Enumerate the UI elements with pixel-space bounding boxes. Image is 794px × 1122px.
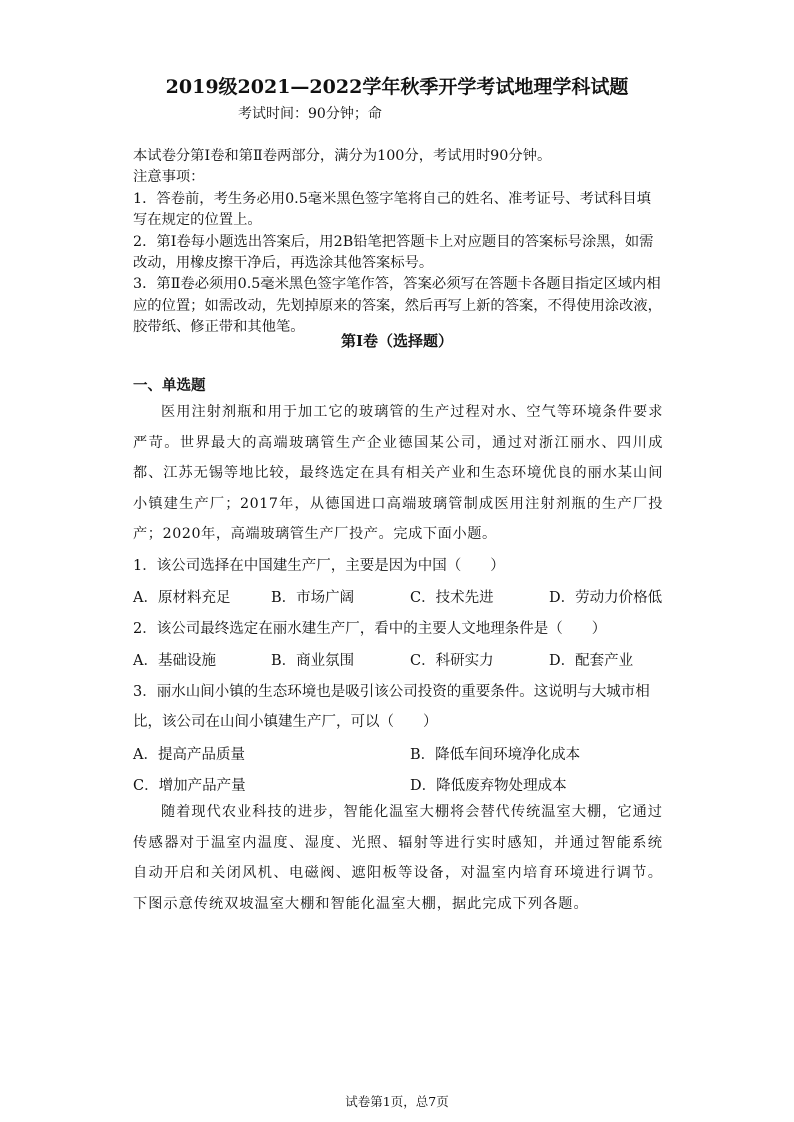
q3-option-a[interactable]: A．提高产品质量: [133, 747, 245, 763]
notice-label: 注意事项：: [133, 169, 205, 186]
section-title: 一、单选题: [133, 377, 206, 394]
part-title: 第Ⅰ卷（选择题）: [340, 332, 454, 350]
question-2-stem: 2．该公司最终选定在丽水建生产厂，看中的主要人文地理条件是（ ）: [133, 621, 607, 637]
q3-option-c[interactable]: C．增加产品产量: [133, 778, 246, 794]
question-1-options: [133, 586, 663, 610]
q1-option-a[interactable]: A．原材料充足: [133, 590, 231, 606]
q2-option-b[interactable]: B．商业氛围: [271, 653, 355, 669]
question-1-stem: 1．该公司选择在中国建生产厂，主要是因为中国（ ）: [133, 558, 505, 574]
question-3-options-row1: [133, 743, 663, 767]
q2-option-d[interactable]: D．配套产业: [549, 653, 634, 669]
exam-title: 2019级2021—2022学年秋季开学考试地理学科试题: [165, 76, 629, 98]
page-footer: 试卷第1页，总7页: [345, 1094, 449, 1109]
exam-meta: 考试时间：90分钟；命: [238, 106, 382, 122]
question-3-options-row2: [133, 774, 663, 798]
notice-item-2: 2．第Ⅰ卷每小题选出答案后，用2B铅笔把答题卡上对应题目的答案标号涂黑，如需改动，用橡皮擦干净后，再选涂其他答案标号。: [133, 233, 654, 272]
reading-passage-2: 随着现代农业科技的进步，智能化温室大棚将会替代传统温室大棚，它通过传感器对于温室内温度、湿度、光照、辐射等进行实时感知，并通过智能系统自动开启和关闭风机、电磁阀、遮阳板等设备，对温室内培育环境进行调节。下图示意传统双坡温室大棚和智能化温室大棚，据此完成下列各题。: [133, 804, 663, 912]
question-3-stem: 3．丽水山间小镇的生态环境也是吸引该公司投资的重要条件。这说明与大城市相比，该公司在山间小镇建生产厂，可以（ ）: [133, 684, 650, 730]
q1-option-d[interactable]: D．劳动力价格低: [549, 590, 663, 606]
q1-option-b[interactable]: B．市场广阔: [271, 590, 355, 606]
q3-option-b[interactable]: B．降低车间环境净化成本: [410, 747, 581, 763]
instructions-intro: 本试卷分第Ⅰ卷和第Ⅱ卷两部分，满分为100分，考试用时90分钟。: [133, 148, 552, 164]
question-2-options: [133, 649, 663, 673]
reading-passage-1: 医用注射剂瓶和用于加工它的玻璃管的生产过程对水、空气等环境条件要求严苛。世界最大的高端玻璃管生产企业德国某公司，通过对浙江丽水、四川成都、江苏无锡等地比较，最终选定在具有相关产业和生态环境优良的丽水某山间小镇建生产厂；2017年，从德国进口高端玻璃管制成医用注射剂瓶的生产厂投产；2020年，高端玻璃管生产厂投产。完成下面小题。: [133, 404, 663, 542]
q2-option-a[interactable]: A．基础设施: [133, 653, 216, 669]
q2-option-c[interactable]: C．科研实力: [410, 653, 494, 669]
notice-item-1: 1．答卷前，考生务必用0.5毫米黑色签字笔将自己的姓名、准考证号、考试科目填写在规定的位置上。: [133, 190, 651, 229]
q3-option-d[interactable]: D．降低废弃物处理成本: [410, 778, 567, 794]
q1-option-c[interactable]: C．技术先进: [410, 590, 494, 606]
instructions: [133, 146, 663, 339]
notice-item-3: 3．第Ⅱ卷必须用0.5毫米黑色签字笔作答，答案必须写在答题卡各题目指定区域内相应的位置；如需改动，先划掉原来的答案，然后再写上新的答案，不得使用涂改液，胶带纸、修正带和其他笔。: [133, 276, 662, 336]
